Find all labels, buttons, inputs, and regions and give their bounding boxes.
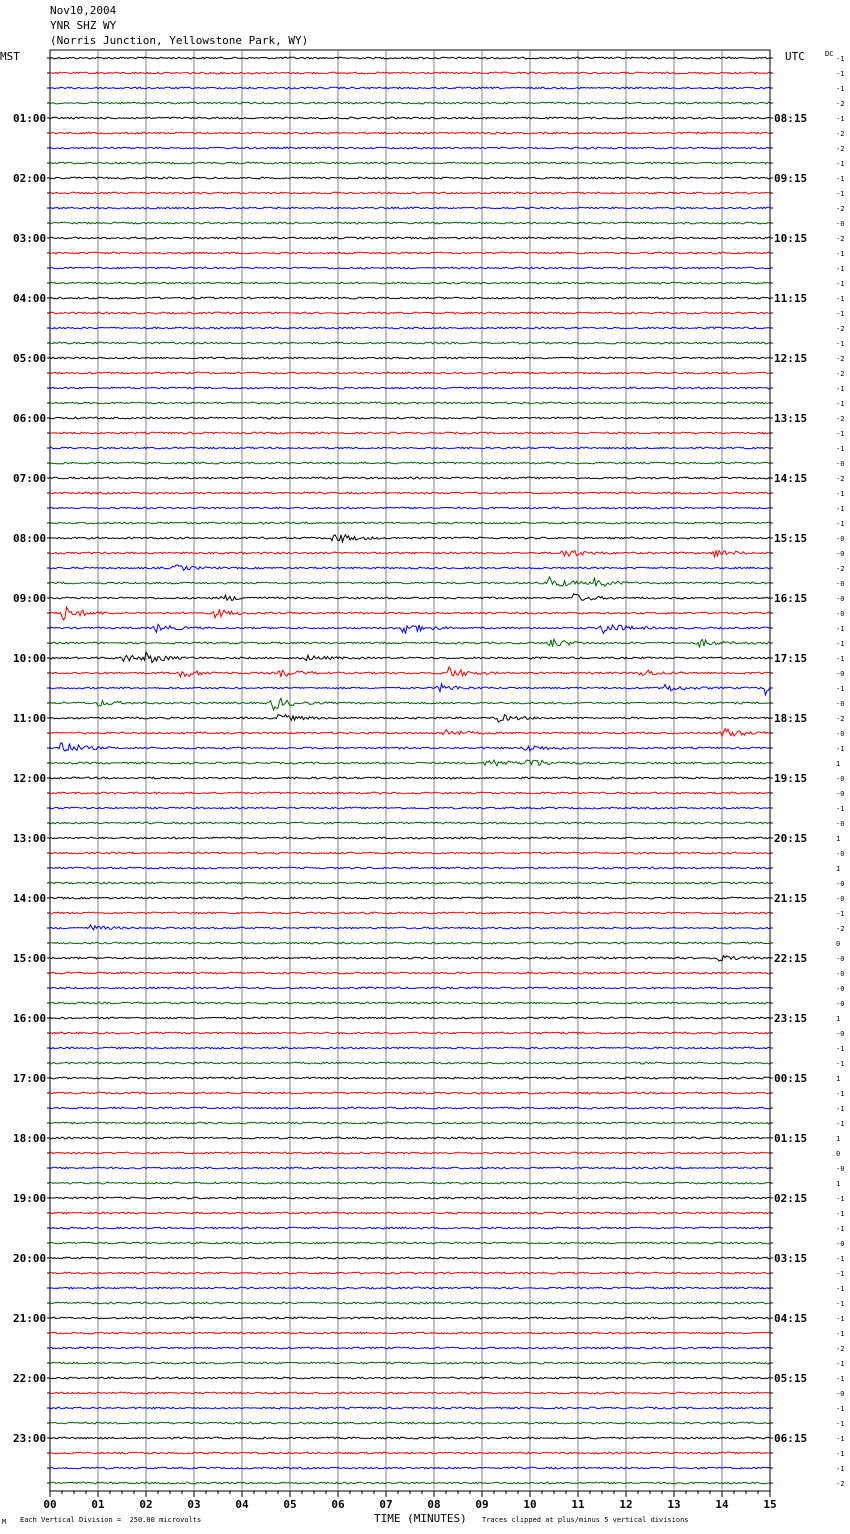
seismic-trace [50,897,770,899]
dc-offset-label: -0 [836,1030,845,1038]
mst-hour-label: 15:00 [13,952,47,965]
dc-offset-label: 1 [836,1015,841,1023]
dc-offset-label: -0 [836,1390,845,1398]
dc-offset-label: -1 [836,250,845,258]
header-date: Nov10,2004 [50,4,117,17]
seismic-trace [50,282,770,284]
mst-hour-label: 09:00 [13,592,47,605]
seismic-trace [50,297,770,299]
seismic-trace [50,1407,770,1409]
dc-offset-label: -1 [836,175,845,183]
corner-mark: M [2,1518,7,1526]
seismic-trace [50,1182,770,1184]
right-timezone-label: UTC [785,50,805,63]
seismic-trace [50,252,770,254]
mst-hour-label: 20:00 [13,1252,47,1265]
seismic-trace [50,1092,770,1094]
dc-offset-label: -0 [836,850,845,858]
seismic-trace [50,942,770,944]
clip-note: Traces clipped at plus/minus 5 vertical divisions [482,1516,689,1524]
utc-hour-label: 18:15 [774,712,808,725]
dc-offset-label: -2 [836,235,845,243]
seismic-trace [50,1137,770,1139]
dc-offset-label: -1 [836,745,845,753]
utc-hour-label: 21:15 [774,892,808,905]
dc-offset-label: -1 [836,805,845,813]
dc-offset-label: 1 [836,760,841,768]
seismic-trace [50,387,770,389]
seismic-trace [50,1452,770,1454]
dc-offset-label: -2 [836,355,845,363]
mst-hour-label: 14:00 [13,892,47,905]
dc-offset-label: -1 [836,1330,845,1338]
dc-offset-label: -1 [836,1060,845,1068]
mst-hour-label: 11:00 [13,712,47,725]
seismic-trace [50,577,770,587]
dc-offset-label: -2 [836,130,845,138]
header-station: YNR SHZ WY [50,19,117,32]
utc-hour-label: 00:15 [774,1072,808,1085]
seismic-trace [50,1257,770,1259]
dc-offset-label: -0 [836,700,845,708]
x-tick-label: 15 [763,1498,777,1511]
x-tick-label: 11 [571,1498,585,1511]
dc-offset-label: 1 [836,1135,841,1143]
seismic-trace [50,715,770,723]
utc-hour-label: 06:15 [774,1432,808,1445]
dc-offset-label: -2 [836,100,845,108]
dc-offset-label: -0 [836,970,845,978]
utc-hour-label: 03:15 [774,1252,808,1265]
dc-offset-label: -1 [836,655,845,663]
seismic-trace [50,607,770,620]
dc-offset-label: -0 [836,220,845,228]
seismic-trace [50,222,770,224]
seismic-trace [50,162,770,164]
dc-offset-label: -0 [836,535,845,543]
seismic-trace [50,882,770,884]
dc-offset-label: -2 [836,925,845,933]
seismic-trace [50,1302,770,1304]
dc-offset-label: -1 [836,1405,845,1413]
utc-hour-label: 22:15 [774,952,808,965]
seismic-trace [50,192,770,194]
dc-offset-label: -2 [836,715,845,723]
dc-offset-label: -1 [836,490,845,498]
header-location: (Norris Junction, Yellowstone Park, WY) [50,34,309,47]
dc-offset-label: -0 [836,730,845,738]
seismic-trace [50,1392,770,1394]
mst-hour-label: 21:00 [13,1312,47,1325]
utc-hour-label: 20:15 [774,832,808,845]
seismic-trace [50,447,770,449]
seismic-trace [50,792,770,794]
dc-offset-label: -0 [836,1165,845,1173]
dc-offset-label: -1 [836,55,845,63]
seismic-trace [50,807,770,809]
dc-offset-label: -1 [836,340,845,348]
dc-offset-label: -0 [836,595,845,603]
x-tick-label: 00 [43,1498,57,1511]
seismic-trace [50,1167,770,1169]
mst-hour-label: 23:00 [13,1432,47,1445]
dc-offset-label: -1 [836,1285,845,1293]
scale-note: Each Vertical Division = 250.00 microvolts [20,1516,202,1524]
seismic-trace [50,551,770,557]
seismic-trace [50,432,770,434]
dc-offset-label: 1 [836,1180,841,1188]
seismic-trace [50,925,770,930]
dc-offset-label: -1 [836,430,845,438]
dc-offset-label: -2 [836,565,845,573]
seismic-trace [50,267,770,269]
mst-hour-label: 01:00 [13,112,47,125]
dc-offset-label: -0 [836,985,845,993]
dc-offset-label: -2 [836,1345,845,1353]
dc-offset-label: -1 [836,400,845,408]
plot-frame [50,50,770,1491]
seismic-trace [50,1317,770,1319]
seismic-trace [50,342,770,344]
mst-hour-label: 06:00 [13,412,47,425]
dc-offset-label: 1 [836,1075,841,1083]
utc-hour-label: 11:15 [774,292,808,305]
dc-offset-label: -0 [836,610,845,618]
utc-hour-label: 14:15 [774,472,808,485]
dc-offset-label: -2 [836,325,845,333]
x-axis-label: TIME (MINUTES) [374,1512,467,1525]
dc-offset-label: -1 [836,685,845,693]
seismic-trace [50,417,770,419]
seismic-trace [50,594,770,601]
seismic-trace [50,522,770,524]
seismic-trace [50,837,770,839]
seismic-trace [50,102,770,104]
seismic-trace [50,822,770,824]
x-tick-label: 13 [667,1498,681,1511]
seismic-trace [50,1332,770,1334]
dc-offset-label: -0 [836,550,845,558]
seismic-trace [50,72,770,74]
seismic-trace [50,698,770,710]
utc-hour-label: 16:15 [774,592,808,605]
dc-offset-label: -1 [836,1195,845,1203]
seismic-trace [50,535,770,542]
seismic-trace [50,639,770,647]
seismic-trace [50,867,770,869]
utc-hour-label: 05:15 [774,1372,808,1385]
seismic-trace [50,1467,770,1469]
mst-hour-label: 18:00 [13,1132,47,1145]
seismic-trace [50,1107,770,1109]
dc-offset-label: -1 [836,1255,845,1263]
mst-hour-label: 22:00 [13,1372,47,1385]
mst-hour-label: 10:00 [13,652,47,665]
dc-offset-label: -1 [836,625,845,633]
mst-hour-label: 08:00 [13,532,47,545]
seismic-trace [50,462,770,464]
seismic-trace [50,1437,770,1439]
dc-offset-label: -0 [836,790,845,798]
seismic-trace [50,1032,770,1034]
seismic-trace [50,1362,770,1364]
utc-hour-label: 19:15 [774,772,808,785]
mst-hour-label: 02:00 [13,172,47,185]
dc-offset-label: -1 [836,1105,845,1113]
dc-offset-label: -0 [836,955,845,963]
seismic-trace [50,402,770,404]
seismic-trace [50,1347,770,1349]
seismic-trace [50,207,770,209]
seismic-trace [50,912,770,914]
seismic-trace [50,357,770,359]
utc-hour-label: 09:15 [774,172,808,185]
dc-offset-label: -1 [836,505,845,513]
seismic-trace [50,1482,770,1484]
dc-offset-label: 1 [836,865,841,873]
seismic-trace [50,652,770,662]
seismic-trace [50,743,770,751]
seismic-trace [50,684,770,695]
dc-offset-label: 0 [836,940,841,948]
mst-hour-label: 16:00 [13,1012,47,1025]
dc-offset-label: -1 [836,640,845,648]
seismic-trace [50,956,770,962]
seismic-trace [50,852,770,854]
mst-hour-label: 04:00 [13,292,47,305]
x-tick-label: 04 [235,1498,249,1511]
seismic-trace [50,57,770,59]
x-tick-label: 10 [523,1498,537,1511]
dc-offset-label: -2 [836,145,845,153]
seismic-trace [50,1152,770,1154]
seismic-trace [50,372,770,374]
dc-offset-label: -1 [836,1270,845,1278]
seismic-trace [50,565,770,570]
seismic-trace [50,117,770,119]
seismic-trace [50,507,770,509]
seismic-trace [50,1062,770,1064]
utc-hour-label: 15:15 [774,532,808,545]
dc-offset-label: -1 [836,1120,845,1128]
mst-hour-label: 05:00 [13,352,47,365]
seismic-trace [50,177,770,179]
dc-offset-label: -1 [836,70,845,78]
utc-hour-label: 13:15 [774,412,808,425]
dc-offset-label: -1 [836,85,845,93]
dc-label: DC [825,50,834,58]
x-tick-label: 03 [187,1498,201,1511]
dc-offset-label: -1 [836,115,845,123]
dc-offset-label: -2 [836,415,845,423]
dc-offset-label: -0 [836,670,845,678]
seismic-trace [50,492,770,494]
seismic-trace [50,1002,770,1004]
seismic-trace [50,1212,770,1214]
dc-offset-label: -1 [836,190,845,198]
utc-hour-label: 08:15 [774,112,808,125]
seismic-trace [50,132,770,134]
dc-offset-label: -1 [836,1300,845,1308]
seismic-trace [50,1422,770,1424]
seismic-trace [50,1077,770,1079]
utc-hour-label: 02:15 [774,1192,808,1205]
dc-offset-label: -1 [836,1435,845,1443]
seismic-trace [50,667,770,677]
dc-offset-label: -1 [836,1225,845,1233]
x-tick-label: 05 [283,1498,297,1511]
seismic-trace [50,477,770,479]
seismic-trace [50,729,770,737]
dc-offset-label: -1 [836,160,845,168]
dc-offset-label: -1 [836,445,845,453]
seismic-trace [50,1272,770,1274]
seismic-trace [50,760,770,766]
seismic-trace [50,1047,770,1049]
seismic-trace [50,1017,770,1019]
seismic-trace [50,1287,770,1289]
x-tick-label: 08 [427,1498,441,1511]
x-tick-label: 09 [475,1498,489,1511]
dc-offset-label: 0 [836,1150,841,1158]
seismic-trace [50,1197,770,1199]
utc-hour-label: 17:15 [774,652,808,665]
dc-offset-label: -0 [836,880,845,888]
dc-offset-label: -1 [836,1210,845,1218]
utc-hour-label: 23:15 [774,1012,808,1025]
dc-offset-label: -2 [836,205,845,213]
seismic-trace [50,312,770,314]
seismic-trace [50,1227,770,1229]
x-tick-label: 12 [619,1498,633,1511]
dc-offset-label: -1 [836,1315,845,1323]
dc-offset-label: -1 [836,910,845,918]
seismic-trace [50,1242,770,1244]
x-tick-label: 14 [715,1498,729,1511]
utc-hour-label: 01:15 [774,1132,808,1145]
x-tick-label: 01 [91,1498,105,1511]
dc-offset-label: -1 [836,1450,845,1458]
x-tick-label: 07 [379,1498,393,1511]
dc-offset-label: -0 [836,580,845,588]
dc-offset-label: -1 [836,1465,845,1473]
dc-offset-label: -1 [836,1090,845,1098]
mst-hour-label: 12:00 [13,772,47,785]
mst-hour-label: 17:00 [13,1072,47,1085]
dc-offset-label: -0 [836,1000,845,1008]
seismic-trace [50,87,770,89]
dc-offset-label: 1 [836,835,841,843]
x-tick-label: 02 [139,1498,153,1511]
utc-hour-label: 10:15 [774,232,808,245]
dc-offset-label: -0 [836,460,845,468]
dc-offset-label: -0 [836,1240,845,1248]
dc-offset-label: -2 [836,475,845,483]
seismic-trace [50,777,770,779]
seismic-trace [50,624,770,633]
dc-offset-label: -1 [836,310,845,318]
mst-hour-label: 03:00 [13,232,47,245]
seismic-trace [50,987,770,989]
seismic-trace [50,1377,770,1379]
utc-hour-label: 12:15 [774,352,808,365]
x-tick-label: 06 [331,1498,345,1511]
dc-offset-label: -2 [836,370,845,378]
dc-offset-label: -1 [836,385,845,393]
mst-hour-label: 07:00 [13,472,47,485]
left-timezone-label: MST [0,50,20,63]
mst-hour-label: 13:00 [13,832,47,845]
seismic-trace [50,972,770,974]
dc-offset-label: -1 [836,1420,845,1428]
dc-offset-label: -0 [836,820,845,828]
utc-hour-label: 04:15 [774,1312,808,1325]
dc-offset-label: -1 [836,1045,845,1053]
dc-offset-label: -2 [836,1480,845,1488]
dc-offset-label: -1 [836,295,845,303]
seismic-trace [50,147,770,149]
dc-offset-label: -0 [836,895,845,903]
dc-offset-label: -1 [836,265,845,273]
mst-hour-label: 19:00 [13,1192,47,1205]
dc-offset-label: -0 [836,775,845,783]
seismic-trace [50,327,770,329]
dc-offset-label: -1 [836,520,845,528]
dc-offset-label: -1 [836,1360,845,1368]
dc-offset-label: -1 [836,280,845,288]
seismic-trace [50,1122,770,1124]
dc-offset-label: -1 [836,1375,845,1383]
seismic-trace [50,237,770,239]
